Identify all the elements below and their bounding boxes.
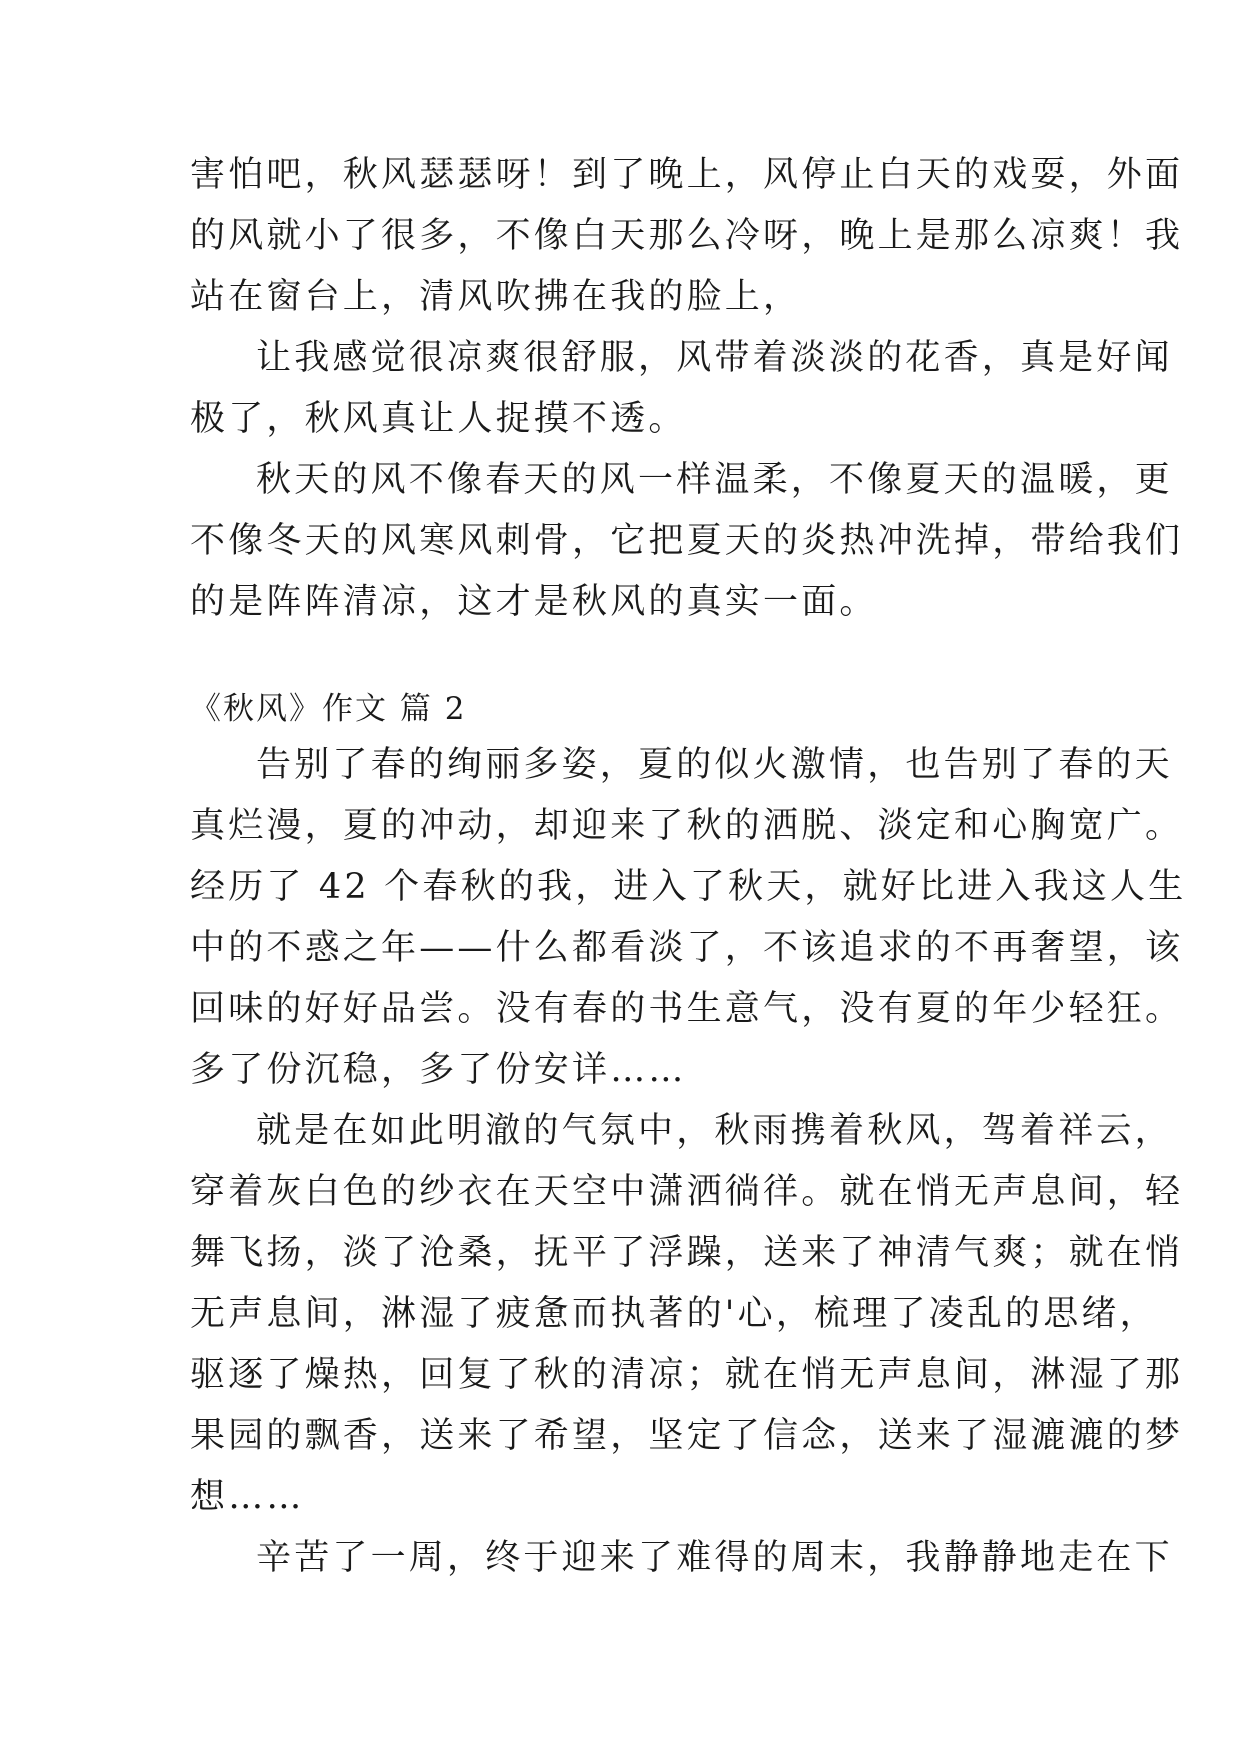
section-1-text (190, 145, 1184, 633)
section-heading: 《秋风》作文 篇 2 (190, 691, 467, 727)
text-line: 穿着灰白色的纱衣在天空中潇洒徜徉。就在悄无声息间，轻 (190, 1172, 1184, 1212)
text-line: 极了，秋风真让人捉摸不透。 (190, 399, 687, 439)
text-line: 经历了 42 个春秋的我，进入了秋天，就好比进入我这人生 (190, 867, 1187, 907)
paragraph-start-line: 辛苦了一周，终于迎来了难得的周末，我静静地走在下 (256, 1538, 1173, 1578)
text-line: 站在窗台上，清风吹拂在我的脸上， (190, 277, 802, 317)
text-line: 多了份沉稳，多了份安详…… (190, 1050, 687, 1090)
text-line: 想…… (190, 1477, 305, 1517)
paragraph-start-line: 秋天的风不像春天的风一样温柔，不像夏天的温暖，更 (256, 460, 1173, 500)
text-line: 果园的飘香，送来了希望，坚定了信念，送来了湿漉漉的梦 (190, 1416, 1184, 1456)
text-line: 舞飞扬，淡了沧桑，抚平了浮躁，送来了神清气爽；就在悄 (190, 1233, 1184, 1273)
text-line: 不像冬天的风寒风刺骨，它把夏天的炎热冲洗掉，带给我们 (190, 521, 1184, 561)
text-line: 回味的好好品尝。没有春的书生意气，没有夏的年少轻狂。 (190, 989, 1184, 1029)
text-line: 的风就小了很多，不像白天那么冷呀，晚上是那么凉爽！我 (190, 216, 1184, 256)
paragraph-start-line: 让我感觉很凉爽很舒服，风带着淡淡的花香，真是好闻 (256, 338, 1173, 378)
paragraph-start-line: 告别了春的绚丽多姿，夏的似火激情，也告别了春的天 (256, 745, 1173, 785)
paragraph-start-line: 就是在如此明澈的气氛中，秋雨携着秋风，驾着祥云， (256, 1111, 1173, 1151)
text-line: 的是阵阵清凉，这才是秋风的真实一面。 (190, 582, 878, 622)
text-line: 中的不惑之年——什么都看淡了，不该追求的不再奢望，该 (190, 928, 1184, 968)
text-line: 无声息间，淋湿了疲惫而执著的'心，梳理了凌乱的思绪， (190, 1294, 1158, 1334)
section-2-text (190, 735, 1187, 1589)
text-line: 害怕吧，秋风瑟瑟呀！到了晚上，风停止白天的戏耍，外面 (190, 155, 1184, 195)
text-line: 真烂漫，夏的冲动，却迎来了秋的洒脱、淡定和心胸宽广。 (190, 806, 1184, 846)
text-line: 驱逐了燥热，回复了秋的清凉；就在悄无声息间，淋湿了那 (190, 1355, 1184, 1395)
